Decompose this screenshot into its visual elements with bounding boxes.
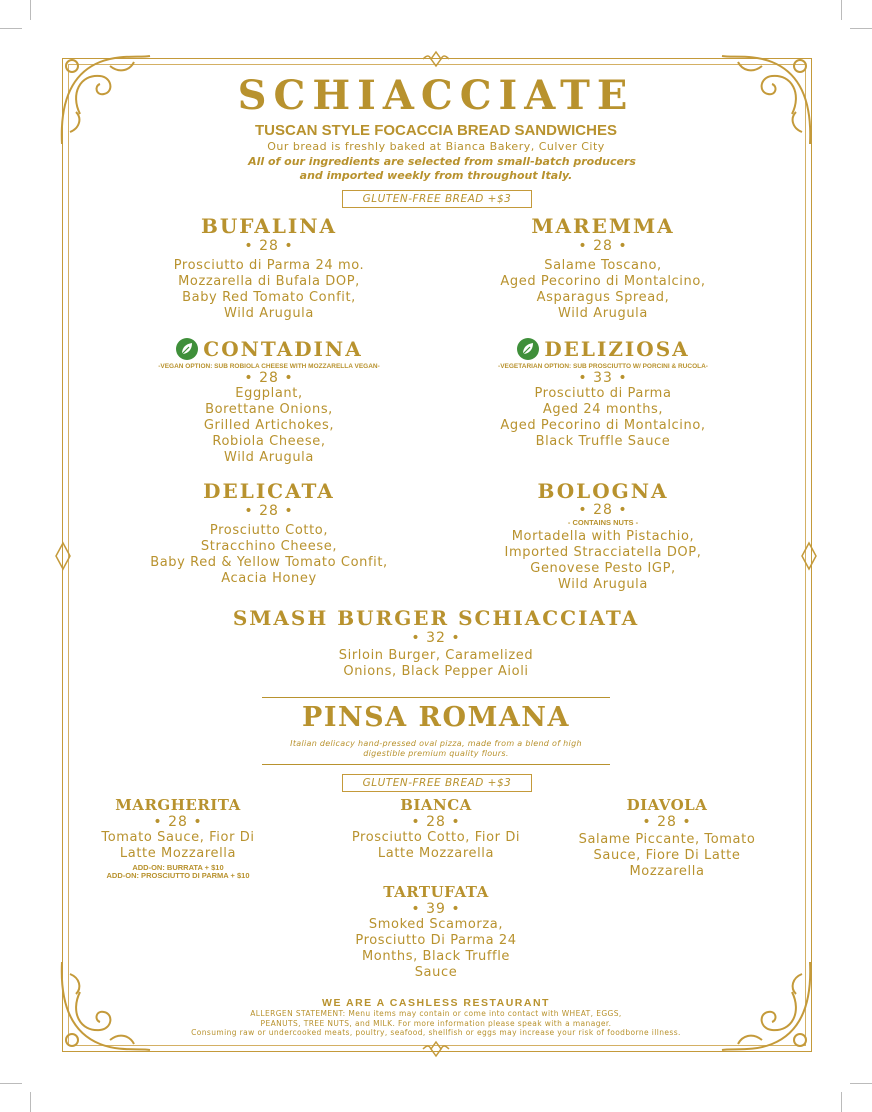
allergen-line-2: PEANUTS, TREE NUTS, and MILK. For more information please speak with a manager.: [260, 1018, 612, 1028]
item-desc-line: Prosciutto Di Parma 24: [355, 933, 517, 948]
item-desc-line: Prosciutto di Parma: [534, 386, 672, 401]
pinsa-divider-bottom: [262, 764, 610, 765]
item-desc-line: Smoked Scamorza,: [368, 917, 504, 932]
edge-ornament-right: [800, 541, 818, 571]
item-price: • 28 •: [244, 370, 294, 386]
item-price: • 28 •: [244, 238, 294, 254]
item-price: • 28 •: [642, 814, 692, 830]
crop-mark: [841, 0, 842, 20]
item-contains-nuts: - CONTAINS NUTS -: [567, 518, 639, 527]
item-name: TARTUFATA: [383, 883, 489, 901]
item-name: DELIZIOSA: [544, 337, 690, 361]
item-desc-line: Baby Red Tomato Confit,: [182, 290, 356, 305]
item-maremma: [453, 214, 753, 322]
item-desc-line: Wild Arugula: [558, 306, 648, 321]
item-price: • 28 •: [578, 502, 628, 518]
edge-ornament-top: [421, 50, 451, 68]
item-desc-line: Wild Arugula: [224, 450, 314, 465]
item-name: BUFALINA: [200, 214, 338, 238]
item-desc-line: Eggplant,: [235, 386, 303, 401]
item-price: • 32 •: [411, 630, 461, 646]
item-desc-line: Tomato Sauce, Fior Di: [101, 830, 255, 845]
item-desc-line: Aged Pecorino di Montalcino,: [500, 418, 706, 433]
item-option-note: -VEGETARIAN OPTION: SUB PROSCIUTTO W/ PORCINI & RUCOLA-: [498, 363, 708, 370]
item-price: • 28 •: [578, 238, 628, 254]
item-name: BOLOGNA: [537, 479, 669, 503]
item-name: MARGHERITA: [115, 796, 241, 814]
item-desc-line: Baby Red & Yellow Tomato Confit,: [150, 555, 388, 570]
item-desc-line: Onions, Black Pepper Aioli: [343, 664, 529, 679]
item-name-row: [104, 337, 434, 361]
leaf-icon: [175, 337, 199, 361]
item-delicata: [104, 479, 434, 587]
page-title: SCHIACCIATE: [237, 72, 635, 119]
pinsa-item-tartufata: [336, 883, 536, 981]
item-option-note: -VEGAN OPTION: SUB ROBIOLA CHEESE WITH MOZZARELLA VEGAN-: [158, 363, 380, 370]
item-desc-line: Salame Toscano,: [544, 258, 662, 273]
item-desc-line: Sauce, Fiore Di Latte: [593, 848, 741, 863]
item-desc-line: Robiola Cheese,: [212, 434, 326, 449]
pinsa-divider-top: [262, 697, 610, 698]
item-desc-line: Mozzarella: [629, 864, 705, 879]
item-contadina: [104, 337, 434, 466]
item-desc-line: Aged Pecorino di Montalcino,: [500, 274, 706, 289]
pinsa-desc-line-1: Italian delicacy hand-pressed oval pizza, made from a blend of high: [290, 739, 582, 748]
cashless-notice: WE ARE A CASHLESS RESTAURANT: [322, 997, 550, 1009]
leaf-icon: [516, 337, 540, 361]
gluten-free-box: GLUTEN-FREE BREAD +$3: [342, 190, 532, 208]
item-desc-line: Imported Stracciatella DOP,: [504, 545, 702, 560]
item-bufalina: [119, 214, 419, 322]
item-desc-line: Latte Mozzarella: [119, 846, 237, 861]
item-price: • 28 •: [153, 814, 203, 830]
item-desc-line: Wild Arugula: [224, 306, 314, 321]
crop-mark: [0, 1083, 22, 1084]
item-desc-line: Prosciutto Cotto,: [209, 523, 329, 538]
item-desc-line: Mortadella with Pistachio,: [511, 529, 695, 544]
item-price: • 39 •: [411, 901, 461, 917]
page-subtitle: TUSCAN STYLE FOCACCIA BREAD SANDWICHES: [255, 122, 617, 139]
pinsa-desc-line-2: digestible premium quality flours.: [363, 749, 509, 758]
item-desc-line: Asparagus Spread,: [536, 290, 670, 305]
item-desc-line: Black Truffle Sauce: [535, 434, 671, 449]
allergen-line-1: ALLERGEN STATEMENT: Menu items may contain or come into contact with WHEAT, EGGS,: [250, 1009, 622, 1018]
pinsa-item-bianca: [336, 796, 536, 862]
crop-mark: [30, 0, 31, 20]
crop-mark: [30, 1092, 31, 1112]
item-desc-line: Wild Arugula: [558, 577, 648, 592]
edge-ornament-left: [54, 541, 72, 571]
item-desc-line: Mozzarella di Bufala DOP,: [178, 274, 360, 289]
item-desc-line: Latte Mozzarella: [377, 846, 495, 861]
item-desc-line: Sirloin Burger, Caramelized: [338, 648, 534, 663]
item-desc-line: Grilled Artichokes,: [203, 418, 335, 433]
edge-ornament-bottom: [421, 1040, 451, 1058]
item-desc-line: Borettane Onions,: [205, 402, 333, 417]
item-desc-line: Acacia Honey: [221, 571, 317, 586]
item-desc-line: Months, Black Truffle: [361, 949, 511, 964]
item-name: BIANCA: [400, 796, 472, 814]
item-deliziosa: [438, 337, 768, 450]
pinsa-item-margherita: [78, 796, 278, 880]
item-desc-line: Salame Piccante, Tomato: [578, 832, 756, 847]
pinsa-item-diavola: [567, 796, 767, 880]
consumption-warning: Consuming raw or undercooked meats, poultry, seafood, shellfish or eggs may increase your risk of foodborne illness.: [191, 1028, 681, 1037]
pinsa-gluten-free-box: GLUTEN-FREE BREAD +$3: [342, 774, 532, 792]
item-desc-line: Genovese Pesto IGP,: [530, 561, 676, 576]
crop-mark: [841, 1092, 842, 1112]
item-bologna: [453, 479, 753, 593]
addon-line: ADD-ON: PROSCIUTTO DI PARMA + $10: [106, 871, 250, 880]
item-desc-line: Prosciutto Cotto, Fior Di: [351, 830, 521, 845]
item-desc-line: Prosciutto di Parma 24 mo.: [173, 258, 365, 273]
item-name: MAREMMA: [531, 214, 675, 238]
item-smash-burger: [186, 606, 686, 680]
item-price: • 28 •: [244, 503, 294, 519]
crop-mark: [850, 1083, 872, 1084]
ingredients-line-2: and imported weekly from throughout Italy.: [299, 169, 573, 182]
item-name: SMASH BURGER SCHIACCIATA: [232, 606, 640, 630]
item-desc-line: Sauce: [414, 965, 458, 980]
item-name-row: [438, 337, 768, 361]
item-name: CONTADINA: [203, 337, 363, 361]
item-desc-line: Aged 24 months,: [542, 402, 664, 417]
bakery-line: Our bread is freshly baked at Bianca Bakery, Culver City: [267, 140, 605, 153]
crop-mark: [0, 28, 22, 29]
item-name: DIAVOLA: [626, 796, 708, 814]
crop-mark: [850, 28, 872, 29]
item-price: • 33 •: [578, 370, 628, 386]
item-desc-line: Stracchino Cheese,: [200, 539, 338, 554]
addon-line: ADD-ON: BURRATA + $10: [132, 863, 224, 872]
item-price: • 28 •: [411, 814, 461, 830]
ingredients-line-1: All of our ingredients are selected from small-batch producers: [248, 155, 636, 168]
pinsa-title: PINSA ROMANA: [302, 702, 570, 733]
item-name: DELICATA: [203, 479, 335, 503]
